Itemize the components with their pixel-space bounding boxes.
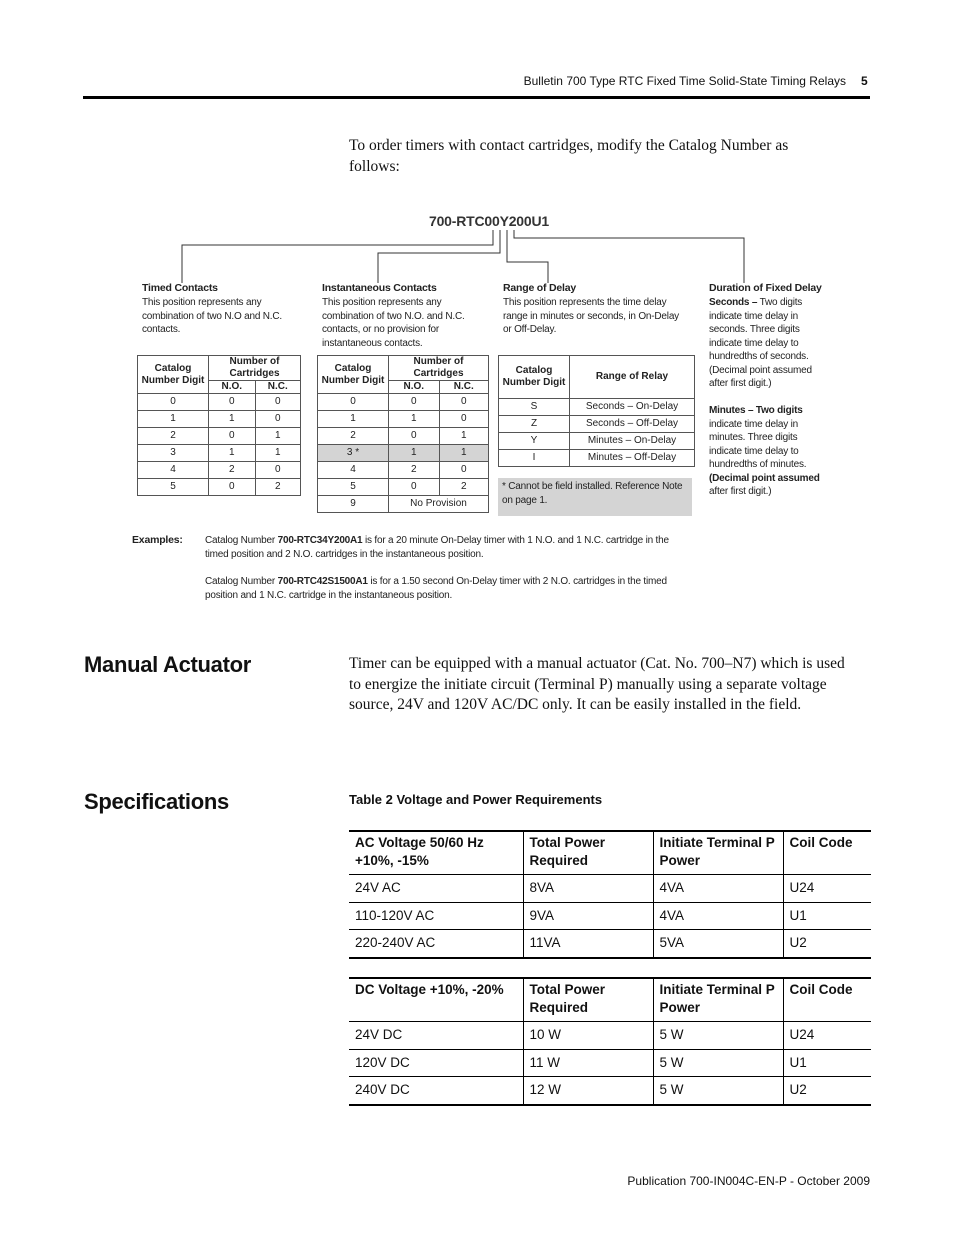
table-row: 1 1 0 (318, 411, 489, 428)
manual-actuator-paragraph: Timer can be equipped with a manual actuator (Cat. No. 700–N7) which is used to energize the initiate circuit (Terminal P) manually using a separate voltage source, 24V and 120V AC/DC only. It can be easily installed in the field. (349, 655, 845, 713)
minutes-label: Minutes – Two digits (709, 405, 803, 416)
col-header-initiate-power: Initiate Terminal P Power (653, 978, 783, 1022)
field-install-note: * Cannot be field installed. Reference Note on page 1. (498, 478, 692, 516)
table-row: 2 0 1 (318, 428, 489, 445)
table-row: 4 2 0 (318, 462, 489, 479)
example-2: Catalog Number 700-RTC42S1500A1 is for a 1.50 second On-Delay timer with 2 N.O. cartridges in the timed position and 1 N.C. cartridge in the instantaneous position. (205, 576, 667, 601)
table-row: 9 No Provision (318, 496, 489, 513)
col-header-nc: N.C. (255, 381, 301, 394)
header-rule (83, 96, 870, 99)
col-header-cartridges: Number of Cartridges (209, 356, 301, 381)
col-header-coil-code: Coil Code (783, 978, 871, 1022)
manual-actuator-heading: Manual Actuator (84, 652, 252, 677)
table-row: 2 0 1 (138, 428, 301, 445)
instantaneous-contacts-desc: This position represents any combination of two N.O. and N.C. contacts, or no provision for instantaneous contacts. (322, 297, 465, 349)
ac-voltage-table (349, 830, 871, 959)
page-number: 5 (861, 74, 868, 88)
col-header-digit: Catalog Number Digit (138, 356, 209, 394)
instantaneous-contacts-table (317, 355, 489, 513)
table-row: 24V DC 10 W 5 W U24 (349, 1022, 871, 1050)
running-header-title: Bulletin 700 Type RTC Fixed Time Solid-State Timing Relays (523, 74, 846, 88)
table-row: 120V DC 11 W 5 W U1 (349, 1049, 871, 1077)
table-row: 3 1 1 (138, 445, 301, 462)
timed-contacts-desc: This position represents any combination of two N.O and N.C. contacts. (142, 297, 282, 335)
range-of-delay-desc: This position represents the time delay range in minutes or seconds, in On-Delay or Off-Delay. (503, 297, 679, 335)
specifications-heading: Specifications (84, 789, 229, 814)
table-row: 24V AC 8VA 4VA U24 (349, 875, 871, 903)
catalog-code: 700-RTC00Y200U1 (429, 213, 549, 229)
table-row: 240V DC 12 W 5 W U2 (349, 1077, 871, 1105)
timed-contacts-table (137, 355, 301, 496)
publication-footer: Publication 700-IN004C-EN-P - October 2009 (627, 1174, 870, 1188)
table-row: 4 2 0 (138, 462, 301, 479)
catalog-number-diagram (125, 210, 845, 610)
seconds-label: Seconds – (709, 297, 758, 308)
col-header-range: Range of Relay (570, 356, 695, 399)
minutes-text: indicate time delay in minutes. Three digits indicate time delay to hundredths of minutes. (709, 418, 807, 470)
instantaneous-contacts-title: Instantaneous Contacts (322, 282, 437, 294)
range-of-delay-table (498, 355, 695, 467)
col-header-dc-voltage: DC Voltage +10%, -20% (349, 978, 523, 1022)
col-header-digit: Catalog Number Digit (499, 356, 570, 399)
col-header-cartridges: Number of Cartridges (389, 356, 489, 381)
minutes-bold-tail: (Decimal point assumed (709, 472, 820, 484)
col-header-ac-voltage: AC Voltage 50/60 Hz +10%, -15% (349, 831, 523, 875)
duration-minutes-block (709, 404, 829, 499)
examples-label: Examples: (132, 534, 183, 546)
timed-contacts-title: Timed Contacts (142, 282, 218, 294)
range-of-delay-title: Range of Delay (503, 282, 577, 294)
col-header-no: N.O. (389, 381, 440, 394)
duration-seconds-block (709, 296, 829, 391)
col-header-nc: N.C. (439, 381, 488, 394)
table-row: 5 0 2 (318, 479, 489, 496)
duration-title: Duration of Fixed Delay (709, 282, 822, 294)
table-row: S Seconds – On-Delay (499, 399, 695, 416)
table-row: 220-240V AC 11VA 5VA U2 (349, 930, 871, 958)
minutes-tail: after first digit.) (709, 486, 772, 497)
table-row: 110-120V AC 9VA 4VA U1 (349, 902, 871, 930)
col-header-digit: Catalog Number Digit (318, 356, 389, 394)
seconds-text: Two digits indicate time delay in seconds. Three digits indicate time delay to hundredths of seconds. (Decimal point assumed after first digit.) (709, 297, 812, 389)
col-header-total-power: Total Power Required (523, 831, 653, 875)
intro-paragraph: To order timers with contact cartridges, modify the Catalog Number as follows: (349, 137, 789, 175)
col-header-no: N.O. (209, 381, 256, 394)
table-row: Y Minutes – On-Delay (499, 433, 695, 450)
table-row-highlighted: 3 * 1 1 (318, 445, 489, 462)
col-header-initiate-power: Initiate Terminal P Power (653, 831, 783, 875)
table-row: I Minutes – Off-Delay (499, 450, 695, 467)
example-2-code: 700-RTC42S1500A1 (277, 576, 368, 587)
table-caption: Table 2 Voltage and Power Requirements (349, 792, 603, 807)
col-header-coil-code: Coil Code (783, 831, 871, 875)
dc-voltage-table (349, 977, 871, 1106)
col-header-total-power: Total Power Required (523, 978, 653, 1022)
table-row: 5 0 2 (138, 479, 301, 496)
table-row: 0 0 0 (138, 394, 301, 411)
table-row: Z Seconds – Off-Delay (499, 416, 695, 433)
example-1-code: 700-RTC34Y200A1 (277, 535, 363, 546)
example-1: Catalog Number 700-RTC34Y200A1 is for a 20 minute On-Delay timer with 1 N.O. and 1 N.C. cartridge in the timed position and 2 N.O. cartridges in the instantaneous position. (205, 535, 669, 560)
table-row: 1 1 0 (138, 411, 301, 428)
table-row: 0 0 0 (318, 394, 489, 411)
